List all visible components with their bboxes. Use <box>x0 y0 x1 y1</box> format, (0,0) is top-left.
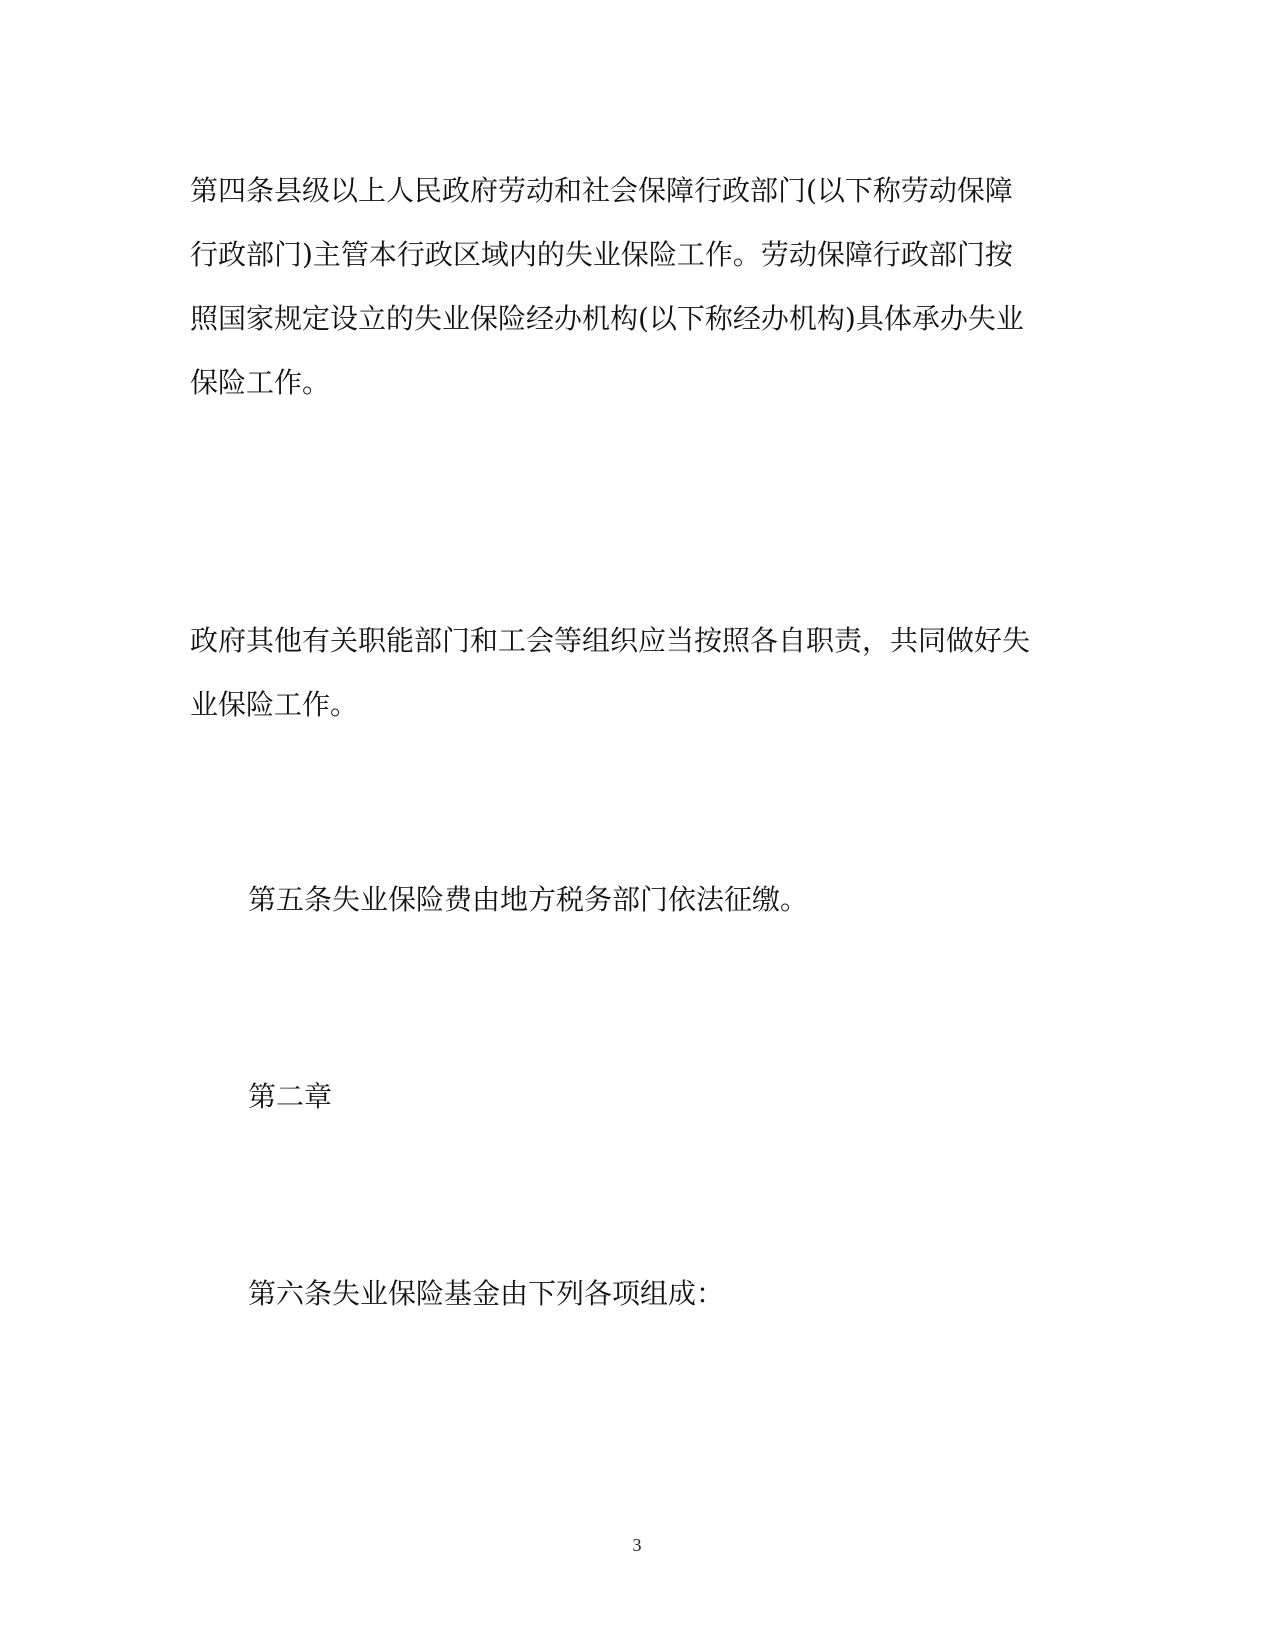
paragraph-line: 第四条县级以上人民政府劳动和社会保障行政部门(以下称劳动保障 <box>190 174 1013 207</box>
paragraph-line: 第六条失业保险基金由下列各项组成： <box>248 1277 725 1310</box>
paragraph-line: 行政部门)主管本行政区域内的失业保险工作。劳动保障行政部门按 <box>190 238 1013 271</box>
article-4-paragraph <box>190 159 1024 415</box>
paragraph-line: 第五条失业保险费由地方税务部门依法征缴。 <box>248 883 809 916</box>
paragraph-line: 保险工作。 <box>190 366 331 399</box>
page-number: 3 <box>632 1535 642 1555</box>
paragraph-line: 政府其他有关职能部门和工会等组织应当按照各自职责，共同做好失 <box>190 624 1031 657</box>
chapter-title: 第二章 <box>248 1080 333 1113</box>
article-6-paragraph <box>248 1262 724 1326</box>
article-5-paragraph <box>248 868 808 932</box>
article-4-second-paragraph <box>190 609 1030 737</box>
paragraph-line: 业保险工作。 <box>190 688 359 721</box>
chapter-2-heading <box>248 1065 332 1129</box>
paragraph-line: 照国家规定设立的失业保险经办机构(以下称经办机构)具体承办失业 <box>190 302 1024 335</box>
